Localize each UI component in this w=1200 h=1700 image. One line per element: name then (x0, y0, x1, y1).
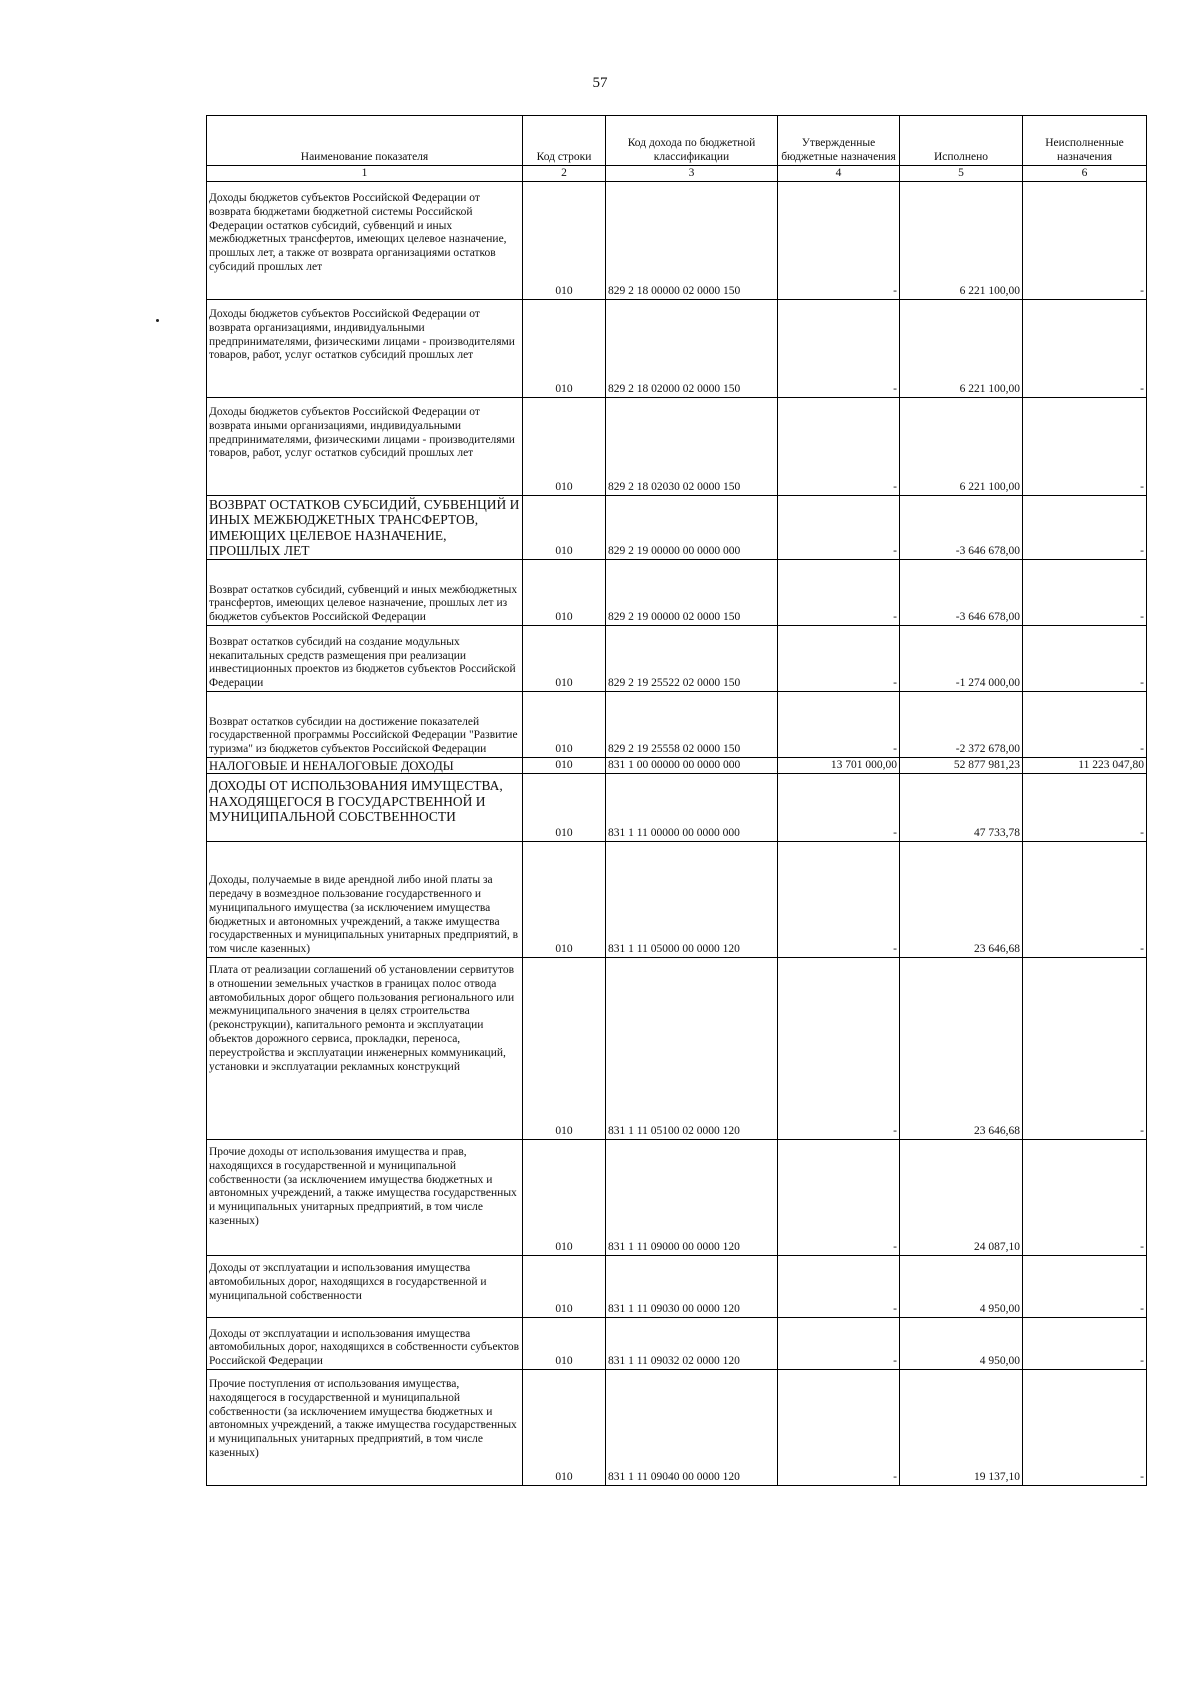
approved-value: - (778, 1256, 900, 1318)
income-code: 831 1 11 09030 00 0000 120 (606, 1256, 778, 1318)
indicator-name: ВОЗВРАТ ОСТАТКОВ СУБСИДИЙ, СУБВЕНЦИЙ И ИНЫХ МЕЖБЮДЖЕТНЫХ ТРАНСФЕРТОВ, ИМЕЮЩИХ ЦЕЛЕВОЕ НАЗНАЧЕНИЕ, ПРОШЛЫХ ЛЕТ (207, 496, 523, 560)
income-code: 829 2 19 25522 02 0000 150 (606, 626, 778, 692)
executed-value: 4 950,00 (900, 1318, 1023, 1370)
unexecuted-value: - (1023, 842, 1147, 958)
table-row (207, 758, 1147, 774)
table-row (207, 300, 1147, 398)
header-executed: Исполнено (900, 116, 1023, 166)
unexecuted-value: - (1023, 1370, 1147, 1486)
table-row (207, 560, 1147, 626)
executed-value: 52 877 981,23 (900, 758, 1023, 774)
income-code: 829 2 18 02000 02 0000 150 (606, 300, 778, 398)
income-code: 831 1 11 09032 02 0000 120 (606, 1318, 778, 1370)
column-number: 5 (900, 166, 1023, 182)
approved-value: - (778, 842, 900, 958)
approved-value: - (778, 1140, 900, 1256)
executed-value: -2 372 678,00 (900, 692, 1023, 758)
unexecuted-value: - (1023, 774, 1147, 842)
executed-value: -3 646 678,00 (900, 560, 1023, 626)
executed-value: 4 950,00 (900, 1256, 1023, 1318)
table-row (207, 496, 1147, 560)
approved-value: - (778, 560, 900, 626)
unexecuted-value: - (1023, 496, 1147, 560)
header-row (207, 116, 1147, 166)
header-income-code: Код дохода по бюджетной классификации (606, 116, 778, 166)
line-code: 010 (523, 774, 606, 842)
indicator-name: Доходы бюджетов субъектов Российской Федерации от возврата иными организациями, индивидуальными предпринимателями, физическими лицами - производителями товаров, работ, услуг остатков субсидий прошлых лет (207, 398, 523, 496)
table-row (207, 692, 1147, 758)
unexecuted-value: 11 223 047,80 (1023, 758, 1147, 774)
indicator-name: Доходы от эксплуатации и использования имущества автомобильных дорог, находящихся в государственной и муниципальной собственности (207, 1256, 523, 1318)
approved-value: 13 701 000,00 (778, 758, 900, 774)
header-indicator-name: Наименование показателя (207, 116, 523, 166)
line-code: 010 (523, 182, 606, 300)
executed-value: 47 733,78 (900, 774, 1023, 842)
unexecuted-value: - (1023, 398, 1147, 496)
line-code: 010 (523, 1318, 606, 1370)
executed-value: 24 087,10 (900, 1140, 1023, 1256)
approved-value: - (778, 398, 900, 496)
executed-value: 19 137,10 (900, 1370, 1023, 1486)
table-row (207, 1140, 1147, 1256)
executed-value: -1 274 000,00 (900, 626, 1023, 692)
line-code: 010 (523, 398, 606, 496)
table-row (207, 774, 1147, 842)
table-row (207, 1318, 1147, 1370)
executed-value: 6 221 100,00 (900, 300, 1023, 398)
income-code: 829 2 18 02030 02 0000 150 (606, 398, 778, 496)
table-row (207, 1370, 1147, 1486)
line-code: 010 (523, 300, 606, 398)
line-code: 010 (523, 958, 606, 1140)
header-approved: Утвержденные бюджетные назначения (778, 116, 900, 166)
income-code: 829 2 19 00000 02 0000 150 (606, 560, 778, 626)
indicator-name: НАЛОГОВЫЕ И НЕНАЛОГОВЫЕ ДОХОДЫ (207, 758, 523, 774)
indicator-name: Доходы от эксплуатации и использования имущества автомобильных дорог, находящихся в собственности субъектов Российской Федерации (207, 1318, 523, 1370)
income-code: 829 2 18 00000 02 0000 150 (606, 182, 778, 300)
line-code: 010 (523, 692, 606, 758)
indicator-name: Прочие поступления от использования имущества, находящегося в государственной и муниципальной собственности (за исключением имущества бюджетных и автономных учреждений, а также имущества государственных и муниципальных унитарных предприятий, в том числе казенных) (207, 1370, 523, 1486)
line-code: 010 (523, 1370, 606, 1486)
approved-value: - (778, 626, 900, 692)
indicator-name: ДОХОДЫ ОТ ИСПОЛЬЗОВАНИЯ ИМУЩЕСТВА, НАХОДЯЩЕГОСЯ В ГОСУДАРСТВЕННОЙ И МУНИЦИПАЛЬНОЙ СОБСТВЕННОСТИ (207, 774, 523, 842)
table-row (207, 842, 1147, 958)
indicator-name: Плата от реализации соглашений об установлении сервитутов в отношении земельных участков в границах полос отвода автомобильных дорог общего пользования регионального или межмуниципального значения в целях строительства (реконструкции), капитального ремонта и эксплуатации объектов дорожного сервиса, прокладки, переноса, переустройства и эксплуатации инженерных коммуникаций, установки и эксплуатации рекламных конструкций (207, 958, 523, 1140)
executed-value: 23 646,68 (900, 958, 1023, 1140)
table-row (207, 958, 1147, 1140)
unexecuted-value: - (1023, 692, 1147, 758)
line-code: 010 (523, 560, 606, 626)
approved-value: - (778, 496, 900, 560)
income-code: 829 2 19 25558 02 0000 150 (606, 692, 778, 758)
approved-value: - (778, 1370, 900, 1486)
income-code: 831 1 11 00000 00 0000 000 (606, 774, 778, 842)
column-number: 3 (606, 166, 778, 182)
line-code: 010 (523, 626, 606, 692)
indicator-name: Доходы бюджетов субъектов Российской Федерации от возврата бюджетами бюджетной системы Российской Федерации остатков субсидий, субвенций и иных межбюджетных трансфертов, имеющих целевое назначение, прошлых лет, а также от возврата организациями остатков субсидий прошлых лет (207, 182, 523, 300)
header-unexecuted: Неисполненные назначения (1023, 116, 1147, 166)
executed-value: -3 646 678,00 (900, 496, 1023, 560)
column-numbers-row (207, 166, 1147, 182)
indicator-name: Доходы, получаемые в виде арендной либо иной платы за передачу в возмездное пользование государственного и муниципального имущества (за исключением имущества бюджетных и автономных учреждений, а также имущества государственных и муниципальных унитарных предприятий, в том числе казенных) (207, 842, 523, 958)
unexecuted-value: - (1023, 300, 1147, 398)
executed-value: 23 646,68 (900, 842, 1023, 958)
line-code: 010 (523, 758, 606, 774)
income-code: 831 1 11 05000 00 0000 120 (606, 842, 778, 958)
income-code: 831 1 11 05100 02 0000 120 (606, 958, 778, 1140)
column-number: 1 (207, 166, 523, 182)
executed-value: 6 221 100,00 (900, 398, 1023, 496)
column-number: 2 (523, 166, 606, 182)
income-code: 831 1 00 00000 00 0000 000 (606, 758, 778, 774)
table-row (207, 1256, 1147, 1318)
header-line-code: Код строки (523, 116, 606, 166)
indicator-name: Возврат остатков субсидий на создание модульных некапитальных средств размещения при реализации инвестиционных проектов из бюджетов субъектов Российской Федерации (207, 626, 523, 692)
line-code: 010 (523, 496, 606, 560)
executed-value: 6 221 100,00 (900, 182, 1023, 300)
unexecuted-value: - (1023, 1140, 1147, 1256)
indicator-name: Возврат остатков субсидий, субвенций и иных межбюджетных трансфертов, имеющих целевое назначение, прошлых лет из бюджетов субъектов Российской Федерации (207, 560, 523, 626)
table-row (207, 398, 1147, 496)
unexecuted-value: - (1023, 958, 1147, 1140)
approved-value: - (778, 300, 900, 398)
line-code: 010 (523, 1140, 606, 1256)
table-row (207, 182, 1147, 300)
page-number: 57 (592, 75, 608, 91)
line-code: 010 (523, 842, 606, 958)
approved-value: - (778, 958, 900, 1140)
approved-value: - (778, 1318, 900, 1370)
approved-value: - (778, 182, 900, 300)
approved-value: - (778, 774, 900, 842)
column-number: 4 (778, 166, 900, 182)
approved-value: - (778, 692, 900, 758)
line-code: 010 (523, 1256, 606, 1318)
indicator-name: Доходы бюджетов субъектов Российской Федерации от возврата организациями, индивидуальными предпринимателями, физическими лицами - производителями товаров, работ, услуг остатков субсидий прошлых лет (207, 300, 523, 398)
unexecuted-value: - (1023, 626, 1147, 692)
indicator-name: Возврат остатков субсидии на достижение показателей государственной программы Российской Федерации "Развитие туризма" из бюджетов субъектов Российской Федерации (207, 692, 523, 758)
unexecuted-value: - (1023, 560, 1147, 626)
unexecuted-value: - (1023, 1256, 1147, 1318)
indicator-name: Прочие доходы от использования имущества и прав, находящихся в государственной и муниципальной собственности (за исключением имущества бюджетных и автономных учреждений, а также имущества государственных и муниципальных унитарных предприятий, в том числе казенных) (207, 1140, 523, 1256)
stray-dot-mark (156, 319, 159, 322)
budget-report-table (206, 115, 1147, 1486)
income-code: 829 2 19 00000 00 0000 000 (606, 496, 778, 560)
income-code: 831 1 11 09000 00 0000 120 (606, 1140, 778, 1256)
unexecuted-value: - (1023, 1318, 1147, 1370)
column-number: 6 (1023, 166, 1147, 182)
unexecuted-value: - (1023, 182, 1147, 300)
income-code: 831 1 11 09040 00 0000 120 (606, 1370, 778, 1486)
table-row (207, 626, 1147, 692)
